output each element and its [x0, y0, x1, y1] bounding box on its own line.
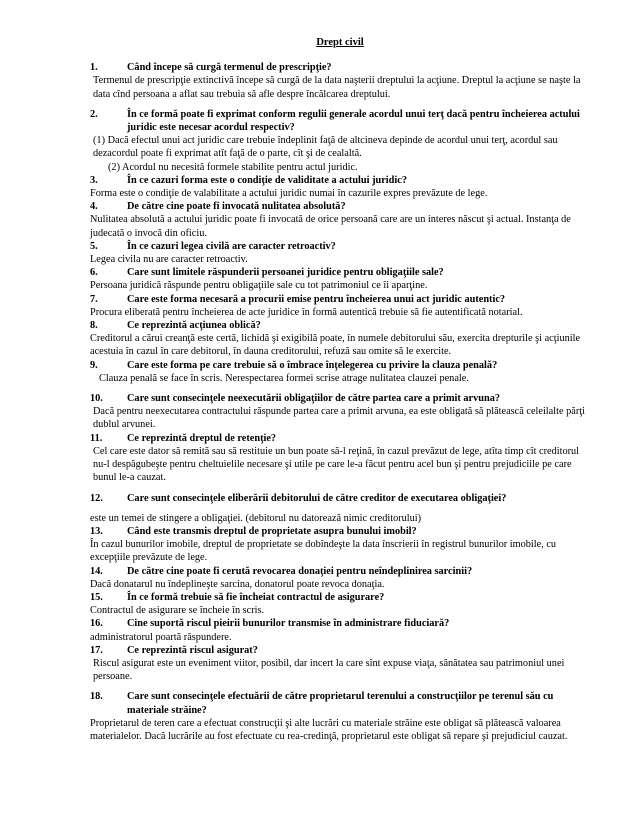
question-number: 6.: [90, 267, 98, 279]
answer-paragraph: (1) Dacă efectul unui act juridic care trebuie îndeplinit faţă de altcineva depinde de acordul unui terţ, acordul sau dezacordul poate fi exprimat atît faţă de o parte, cît şi de cealaltă.: [93, 135, 558, 160]
question-5: [90, 240, 590, 253]
question-14: [90, 565, 590, 578]
question-9: [90, 359, 590, 372]
answer-paragraph: Clauza penală se face în scris. Nerespectarea formei scrise atrage nulitatea clauzei penale.: [99, 372, 469, 384]
question-text: Cine suportă riscul pieirii bunurilor transmise în administrare fiduciară?: [127, 618, 450, 630]
question-number: 5.: [90, 240, 98, 252]
question-number: 1.: [90, 62, 98, 74]
answer-paragraph: Cel care este dator să remită sau să restituie un bun poate să-l reţină, în cazul prevăzut de lege, atîta timp cît creditorul nu-l despăgubeşte pentru cheltuielile necesare şi utile pe care le-a făcut pentru acel bun şi pentru prejudiciile pe care bunul le-a cauzat.: [93, 445, 580, 484]
qa-list: [90, 61, 590, 743]
answer-paragraph: Persoana juridică răspunde pentru obligaţiile sale cu tot patrimoniul ce îi aparţine.: [90, 280, 428, 292]
question-number: 15.: [90, 591, 103, 603]
question-7: [90, 293, 590, 306]
question-text: Când începe să curgă termenul de prescripţie?: [127, 62, 332, 74]
answer-paragraph: Dacă pentru neexecutarea contractului răspunde partea care a primit arvuna, ea este obligată să plătească celeilalte părţi dublul arvunei.: [93, 406, 585, 431]
question-text: În ce cazuri legea civilă are caracter retroactiv?: [127, 240, 336, 252]
question-18: [90, 690, 590, 716]
question-text: În ce formă poate fi exprimat conform regulii generale acordul unui terţ dacă pentru încheierea actului juridic este necesar acordul respectiv?: [127, 108, 580, 134]
question-number: 12.: [90, 492, 103, 504]
answer-paragraph: Forma este o condiţie de valabilitate a actului juridic numai în cazurile expres prevăzute de lege.: [90, 188, 488, 200]
question-13: [90, 525, 590, 538]
question-12: [90, 492, 590, 505]
question-text: Care este forma necesară a procurii emise pentru încheierea unui act juridic autentic?: [127, 293, 506, 305]
answer-paragraph: În cazul bunurilor imobile, dreptul de proprietate se dobîndeşte la data înscrierii în registrul bunurilor imobile, cu excepţiile prevăzute de lege.: [90, 539, 557, 564]
question-number: 7.: [90, 293, 98, 305]
question-number: 2.: [90, 108, 98, 120]
question-number: 11.: [90, 432, 103, 444]
answer-paragraph: Nulitatea absolută a actului juridic poate fi invocată de orice persoană care are un interes născut şi actual. Instanţa de judecată o invocă din oficiu.: [90, 214, 571, 239]
question-number: 8.: [90, 320, 98, 332]
answer-paragraph: Legea civila nu are caracter retroactiv.: [90, 254, 248, 266]
document-title: Drept civil: [316, 37, 364, 48]
answer-paragraph: Proprietarul de teren care a efectuat construcţii şi alte lucrări cu materiale străine este obligat să plătească valoarea materialelor. Dacă lucrările au fost efectuate cu rea-credinţă, proprietarul este obligat să repare şi prejudiciul cauzat.: [90, 717, 568, 742]
answer-paragraph: Contractul de asigurare se încheie în scris.: [90, 605, 265, 617]
question-number: 18.: [90, 691, 103, 703]
question-text: Care este forma pe care trebuie să o îmbrace înţelegerea cu privire la clauza penală?: [127, 359, 498, 371]
question-text: Când este transmis dreptul de proprietate asupra bunului imobil?: [127, 525, 417, 537]
question-text: De către cine poate fi invocată nulitatea absolută?: [127, 201, 346, 213]
question-text: În ce cazuri forma este o condiţie de validitate a actului juridic?: [127, 174, 407, 186]
answer-paragraph: Creditorul a cărui creanţă este certă, lichidă şi exigibilă poate, în numele debitorului său, exercita drepturile şi acţiunile acestuia în cazul în care debitorul, în dauna creditorului, refuză sau omite să le exercite.: [90, 333, 581, 358]
answer-paragraph: (2) Acordul nu necesită formele stabilite pentru actul juridic.: [108, 161, 358, 173]
answer-paragraph: administratorul poartă răspundere.: [90, 631, 232, 643]
question-number: 3.: [90, 174, 98, 186]
spacer: [90, 505, 590, 512]
document-page: [90, 36, 590, 743]
question-3: [90, 174, 590, 187]
question-8: [90, 319, 590, 332]
question-number: 4.: [90, 201, 98, 213]
answer-paragraph: Procura eliberată pentru încheierea de acte juridice în formă autentică trebuie să fie autentificată notarial.: [90, 306, 523, 318]
question-15: [90, 591, 590, 604]
question-text: Care sunt limitele răspunderii persoanei juridice pentru obligaţiile sale?: [127, 267, 444, 279]
question-4: [90, 200, 590, 213]
question-17: [90, 644, 590, 657]
answer-paragraph: Riscul asigurat este un eveniment viitor, posibil, dar incert la care sînt expuse viaţa, sănătatea sau patrimoniul unei persoane.: [93, 657, 565, 683]
question-text: În ce formă trebuie să fie încheiat contractul de asigurare?: [127, 591, 385, 603]
question-11: [90, 432, 590, 445]
answer-paragraph: este un temei de stingere a obligaţiei. (debitorul nu datorează nimic creditorului): [90, 512, 422, 524]
question-number: 10.: [90, 393, 103, 405]
question-text: Ce reprezintă dreptul de retenţie?: [127, 432, 277, 444]
question-1: [90, 61, 590, 74]
question-6: [90, 266, 590, 279]
question-16: [90, 617, 590, 630]
question-number: 14.: [90, 565, 103, 577]
question-2: [90, 108, 590, 134]
question-number: 9.: [90, 359, 98, 371]
question-text: Care sunt consecinţele eliberării debitorului de către creditor de executarea obligaţiei?: [127, 492, 507, 504]
question-number: 16.: [90, 618, 103, 630]
question-text: Care sunt consecinţele neexecutării obligaţiilor de către partea care a primit arvuna?: [127, 393, 501, 405]
question-number: 17.: [90, 644, 103, 656]
question-number: 13.: [90, 525, 103, 537]
answer-paragraph: Dacă donatarul nu îndeplineşte sarcina, donatorul poate revoca donaţia.: [90, 578, 385, 590]
question-10: [90, 392, 590, 405]
question-text: Ce reprezintă riscul asigurat?: [127, 644, 258, 656]
question-text: Care sunt consecinţele efectuării de către proprietarul terenului a construcţiilor pe terenul său cu materiale străine?: [127, 691, 554, 716]
answer-paragraph: Termenul de prescripţie extinctivă începe să curgă de la data naşterii dreptului la acţiune. Dreptul la acţiune se naşte la data cînd persoana a aflat sau trebuia să afle despre încălcarea dreptului.: [93, 75, 581, 100]
question-text: Ce reprezintă acţiunea oblică?: [127, 320, 261, 332]
question-text: De către cine poate fi cerută revocarea donaţiei pentru neîndeplinirea sarcinii?: [127, 565, 473, 577]
